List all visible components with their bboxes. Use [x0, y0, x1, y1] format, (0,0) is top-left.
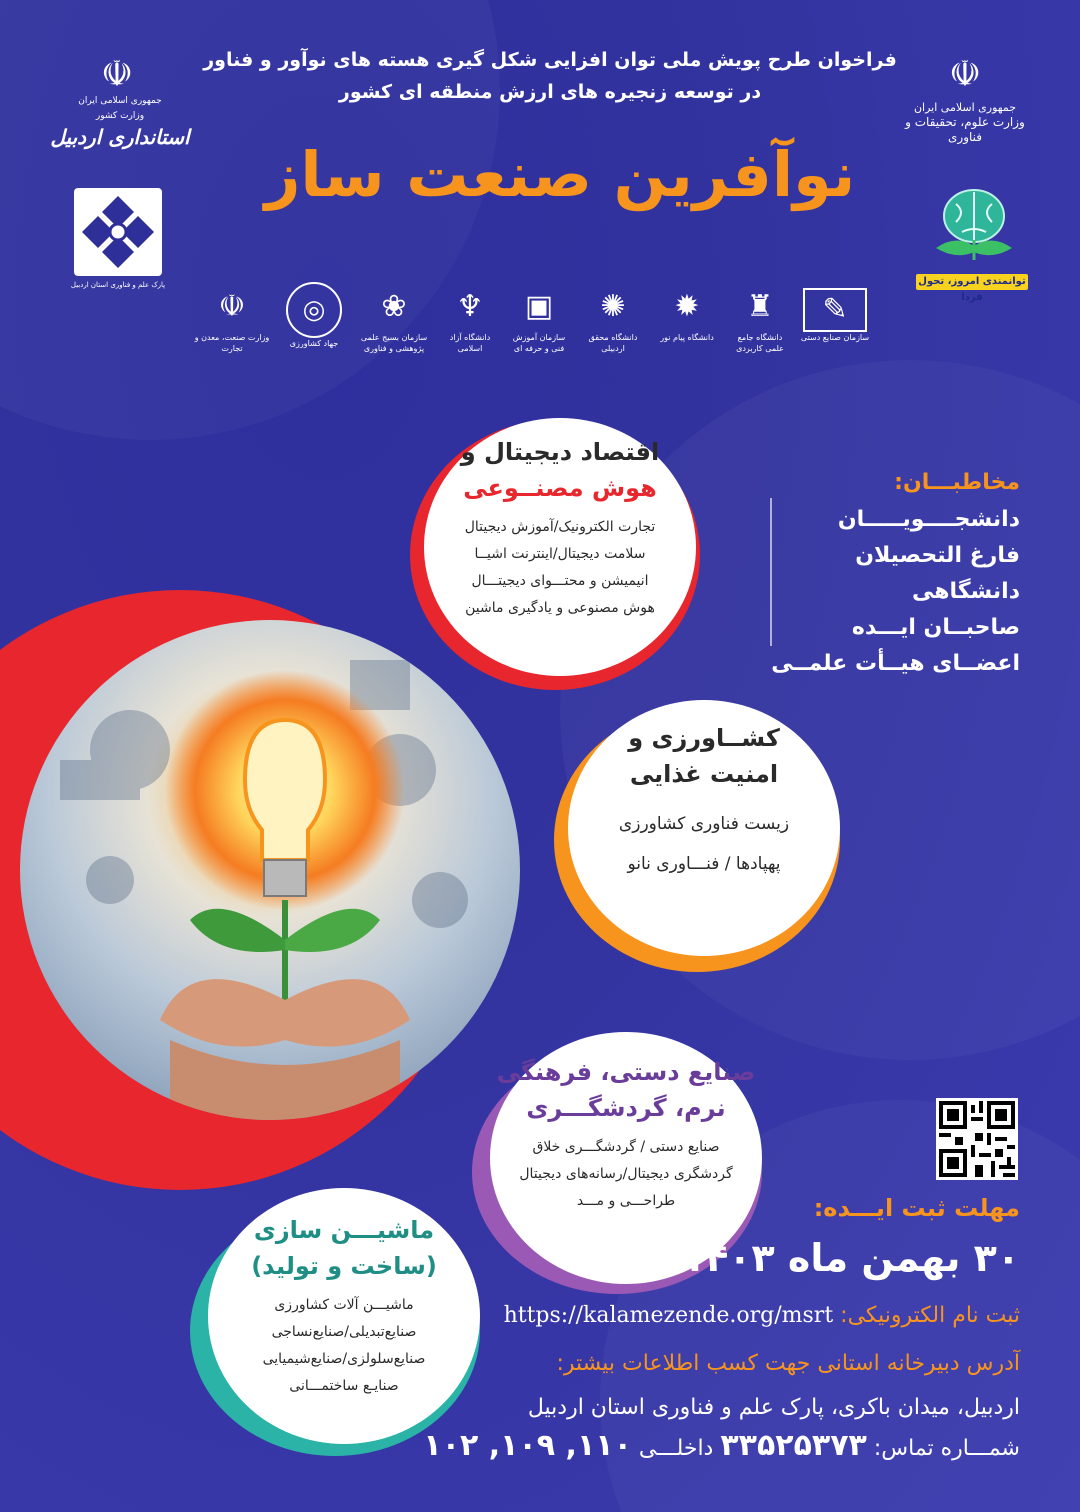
category-item: طراحـــی و مـــد: [576, 1193, 676, 1209]
partner-caption: دانشگاه آزاد اسلامی: [449, 333, 491, 353]
header-subtitle: [200, 44, 900, 108]
registration-url-link[interactable]: https://kalamezende.org/msrt: [503, 1303, 834, 1328]
contact-phone-number[interactable]: ۳۳۵۲۵۳۷۳: [720, 1428, 867, 1463]
category-digital-economy: [424, 418, 696, 676]
address-value: اردبیل، میدان باکری، پارک علم و فناوری استان اردبیل: [527, 1395, 1020, 1420]
category-agriculture: [568, 700, 840, 956]
audience-label: مخاطبـــان:: [894, 470, 1020, 495]
partner-icon: ▣: [524, 289, 554, 324]
header-line-1: فراخوان طرح پویش ملی توان افزایی شکل گیری هسته های نوآور و فناور: [203, 49, 897, 71]
partner-logos-row: [190, 282, 870, 362]
right-org-line-1: جمهوری اسلامی ایران: [913, 101, 1017, 114]
partner-caption: دانشگاه جامع علمی کاربردی: [736, 333, 784, 353]
category-item: صنایع‌سلولزی/صنایع‌شیمیایی: [262, 1351, 426, 1367]
category-title: صنایع دستی، فرهنگی: [496, 1058, 756, 1086]
partner-logo: [442, 282, 498, 362]
audience-item: فارغ التحصیلان دانشگاهی: [855, 543, 1020, 604]
partner-logo: [282, 282, 346, 362]
category-item: تجارت الکترونیک/آموزش دیجیتال: [464, 519, 656, 535]
category-item: هوش مصنوعی و یادگیری ماشین: [465, 600, 655, 616]
audience-list: [740, 502, 1020, 682]
lightbulb-plant-illustration: [20, 620, 520, 1120]
partner-caption: سازمان صنایع دستی: [800, 333, 870, 342]
category-title: هوش مصنــوعی: [463, 474, 657, 502]
category-title: کشــاورزی و: [628, 724, 780, 752]
partner-logo: [354, 282, 434, 362]
partner-logo: [506, 282, 572, 362]
brain-logo: [926, 182, 1022, 268]
partner-logo: [580, 282, 646, 362]
deadline-label: مهلت ثبت ایـــده:: [813, 1194, 1020, 1222]
category-title: اقتصاد دیجیتال و: [460, 438, 660, 466]
qr-code-icon: [939, 1101, 1015, 1177]
category-title: (ساخت و تولید): [251, 1252, 437, 1280]
partner-logo: [800, 282, 870, 362]
category-item: صنایـع ساختمـــانی: [289, 1378, 399, 1394]
partner-icon: ✎: [803, 288, 867, 332]
left-org-line-2: وزارت کشور: [95, 111, 145, 121]
header-line-2: در توسعه زنجیره های ارزش منطقه ای کشور: [338, 81, 762, 103]
partner-icon: ♜: [746, 289, 774, 324]
partner-caption: جهاد کشاورزی: [289, 339, 339, 348]
iran-emblem-icon: ☫: [100, 54, 134, 95]
right-org-logo: [900, 100, 1030, 145]
category-title: نرم، گردشگـــری: [526, 1094, 726, 1122]
partner-logo: [654, 282, 720, 362]
contact-extensions: ۱۱۰, ۱۰۹, ۱۰۲: [423, 1428, 632, 1463]
left-org-line-1: جمهوری اسلامی ایران: [78, 96, 162, 106]
partner-caption: دانشگاه محقق اردبیلی: [588, 333, 638, 353]
partner-icon: ◎: [286, 282, 342, 338]
partner-logo: [728, 282, 792, 362]
category-item: پهپادها / فنـــاوری نانو: [627, 854, 781, 874]
category-title: ماشیـــن سازی: [253, 1216, 435, 1244]
category-item: گردشگری دیجیتال/رسانه‌های دیجیتال: [519, 1166, 733, 1182]
category-item: زیست فناوری کشاورزی: [618, 814, 790, 834]
brain-icon: [926, 182, 1022, 268]
category-title: امنیت غذایی: [629, 760, 779, 788]
contact-label: شمـــاره تماس:: [873, 1436, 1020, 1461]
audience-item: اعضــای هیــأت علمــی: [771, 651, 1020, 676]
partner-icon: ❀: [381, 289, 407, 324]
audience-item: دانشجــــویـــــان: [837, 507, 1020, 532]
iran-emblem-icon: ☫: [948, 54, 982, 95]
partner-logo: [190, 282, 274, 362]
partner-icon: ✹: [674, 289, 700, 324]
partner-icon: ☫: [218, 289, 246, 324]
qr-code[interactable]: [936, 1098, 1018, 1180]
brain-caption: توانمندی امروز، تحول فردا: [916, 274, 1028, 290]
category-item: ماشیـــن آلات کشاورزی: [274, 1297, 414, 1313]
contact-ext-label: داخلـــی: [638, 1436, 714, 1461]
address-label-line: [460, 1348, 1020, 1380]
science-park-caption: پارک علم و فناوری استان اردبیل: [70, 281, 166, 289]
science-park-logo: [74, 188, 162, 276]
partner-icon: ✺: [600, 289, 626, 324]
right-org-line-2: وزارت علوم، تحقیقات و فناوری: [905, 115, 1025, 144]
left-org-logo: [50, 94, 190, 150]
category-item: سلامت دیجیتال/اینترنت اشیــا: [474, 546, 646, 562]
partner-caption: وزارت صنعت، معدن و تجارت: [194, 333, 270, 353]
audience-item: صاحبــان ایـــده: [851, 615, 1020, 640]
category-item: صنایع دستی / گردشگـــری خلاق: [532, 1139, 720, 1155]
partner-caption: دانشگاه پیام نور: [660, 333, 714, 342]
left-org-line-3: استانداری اردبیل: [50, 125, 190, 149]
deadline-date: ۳۰ بهمن ماه ۱۴۰۳: [681, 1236, 1020, 1280]
category-item: صنایع‌تبدیلی/صنایع‌نساجی: [271, 1324, 417, 1340]
partner-caption: سازمان آموزش فنی و حرفه ای: [512, 333, 566, 353]
address-label: آدرس دبیرخانه استانی جهت کسب اطلاعات بیشتر:: [556, 1351, 1020, 1376]
partner-icon: ♆: [456, 289, 484, 324]
partner-caption: سازمان بسیج علمی پژوهشی و فناوری: [360, 333, 428, 353]
science-park-icon: [74, 188, 162, 276]
hero-lightbulb-image: [20, 620, 520, 1120]
category-machinery: [208, 1188, 480, 1444]
registration-label: ثبت نام الکترونیکی:: [840, 1303, 1020, 1328]
page-title: نوآفرین صنعت ساز: [264, 138, 856, 211]
category-item: انیمیشن و محتـــوای دیجیتـــال: [471, 573, 649, 589]
registration-line: [460, 1300, 1020, 1332]
contact-line: [400, 1430, 1020, 1465]
